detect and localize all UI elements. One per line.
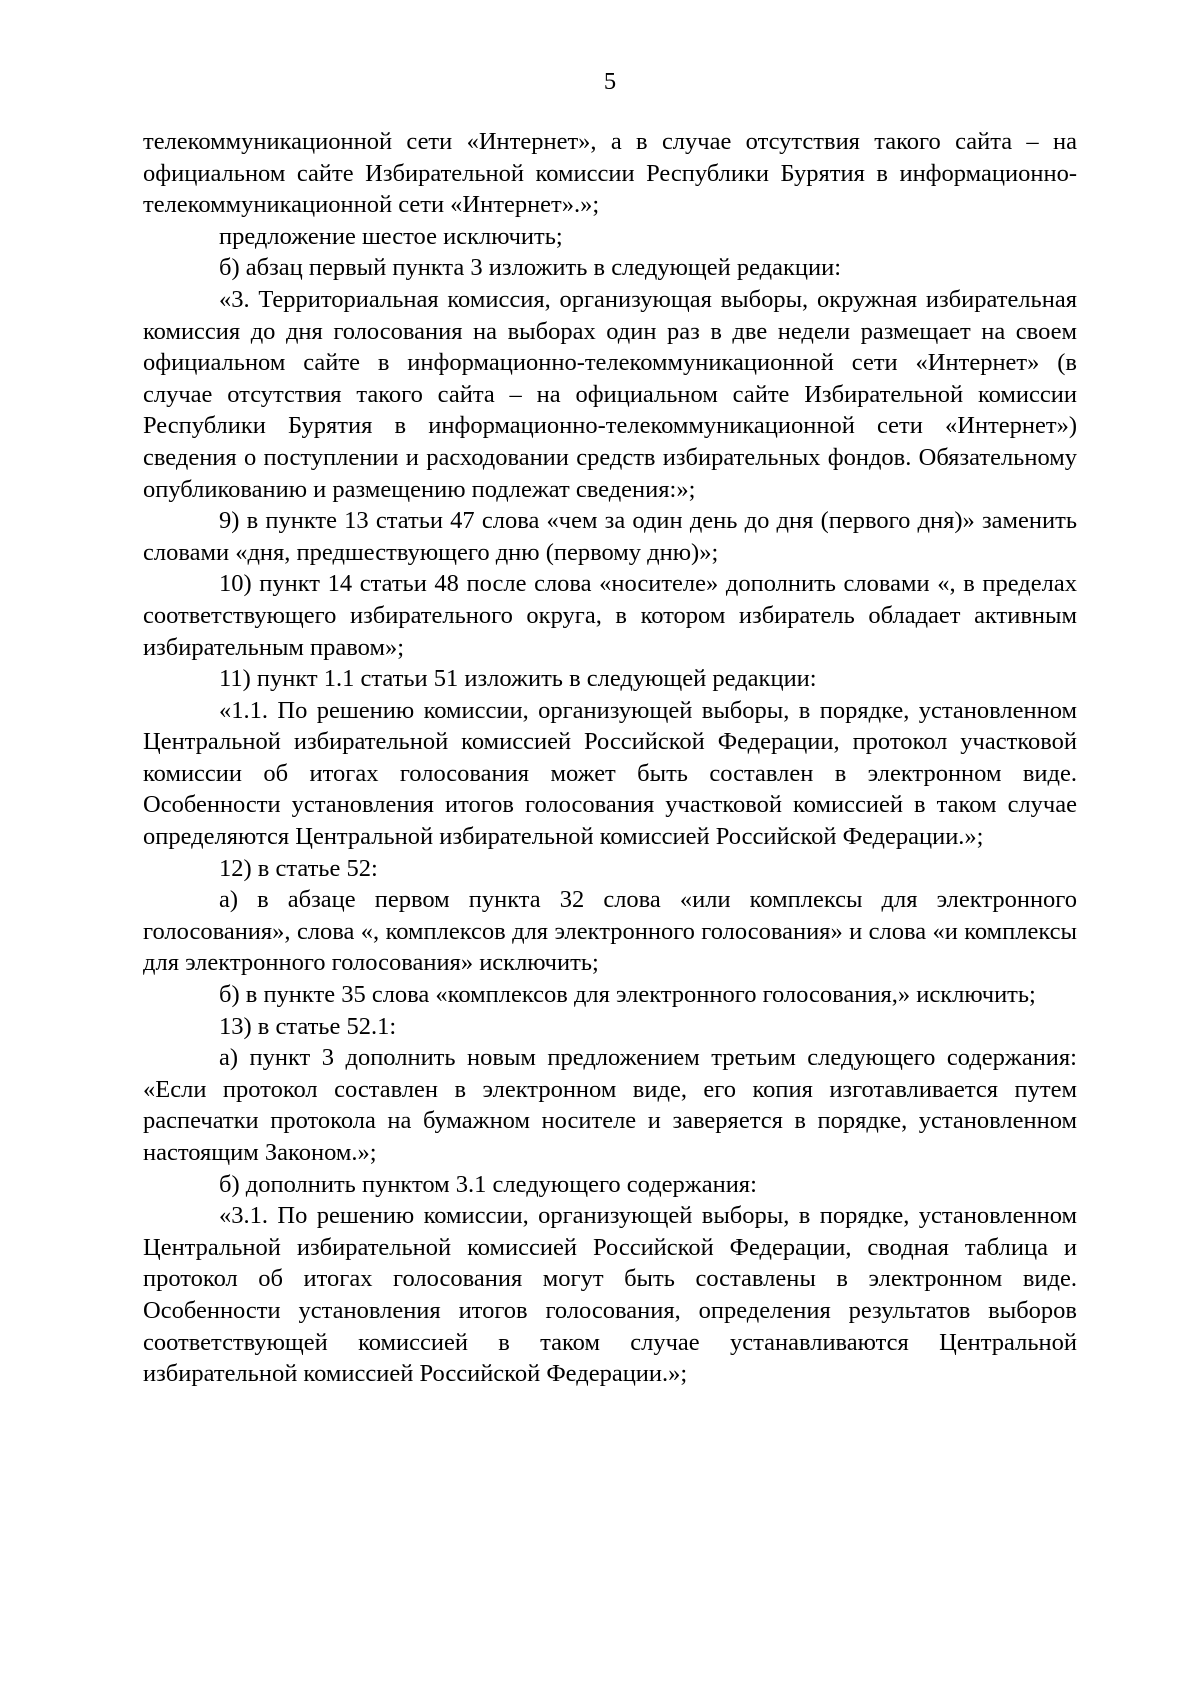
paragraph: 13) в статье 52.1: <box>219 1012 397 1040</box>
paragraph: б) дополнить пунктом 3.1 следующего содержания: <box>219 1170 757 1198</box>
paragraph: «3. Территориальная комиссия, организующая выборы, окружная избирательная комиссия до дня голосования на выборах один раз в две недели размещает на своем официальном сайте в информационно-телекоммуникационной сети «Интернет» (в случае отсутствия такого сайта – на официальном сайте Избирательной комиссии Республики Бурятия в информационно-телекоммуникационной сети «Интернет») сведения о поступлении и расходовании средств избирательных фондов. Обязательному опубликованию и размещению подлежат сведения:»; <box>143 285 1077 503</box>
paragraph: 10) пункт 14 статьи 48 после слова «носителе» дополнить словами «, в пределах соответствующего избирательного округа, в котором избиратель обладает активным избирательным правом»; <box>143 570 1077 661</box>
paragraph: 9) в пункте 13 статьи 47 слова «чем за один день до дня (первого дня)» заменить словами «дня, предшествующего дню (первому дню)»; <box>143 507 1077 566</box>
paragraph: «3.1. По решению комиссии, организующей выборы, в порядке, установленном Центральной избирательной комиссией Российской Федерации, сводная таблица и протокол об итогах голосования могут быть составлены в электронном виде. Особенности установления итогов голосования, определения результатов выборов соответствующей комиссией в таком случае устанавливаются Центральной избирательной комиссией Российской Федерации.»; <box>143 1202 1077 1388</box>
paragraph: б) в пункте 35 слова «комплексов для электронного голосования,» исключить; <box>219 981 1036 1009</box>
page-number: 5 <box>603 68 617 95</box>
paragraph: 11) пункт 1.1 статьи 51 изложить в следующей редакции: <box>219 665 817 693</box>
document-page <box>143 68 1077 1390</box>
paragraph: 12) в статье 52: <box>219 854 378 882</box>
paragraph: предложение шестое исключить; <box>219 222 563 250</box>
paragraph: «1.1. По решению комиссии, организующей выборы, в порядке, установленном Центральной избирательной комиссией Российской Федерации, протокол участковой комиссии об итогах голосования может быть составлен в электронном виде. Особенности установления итогов голосования участковой комиссией в таком случае определяются Центральной избирательной комиссией Российской Федерации.»; <box>143 696 1077 851</box>
paragraph: а) пункт 3 дополнить новым предложением третьим следующего содержания: «Если протокол составлен в электронном виде, его копия изготавливается путем распечатки протокола на бумажном носителе и заверяется в порядке, установленном настоящим Законом.»; <box>143 1044 1077 1166</box>
paragraph: а) в абзаце первом пункта 32 слова «или комплексы для электронного голосования», слова «, комплексов для электронного голосования» и слова «и комплексы для электронного голосования» исключить; <box>143 886 1077 977</box>
paragraph: телекоммуникационной сети «Интернет», а в случае отсутствия такого сайта – на официальном сайте Избирательной комиссии Республики Бурятия в информационно-телекоммуникационной сети «Интернет».»; <box>143 128 1077 219</box>
paragraph: б) абзац первый пункта 3 изложить в следующей редакции: <box>219 254 842 282</box>
